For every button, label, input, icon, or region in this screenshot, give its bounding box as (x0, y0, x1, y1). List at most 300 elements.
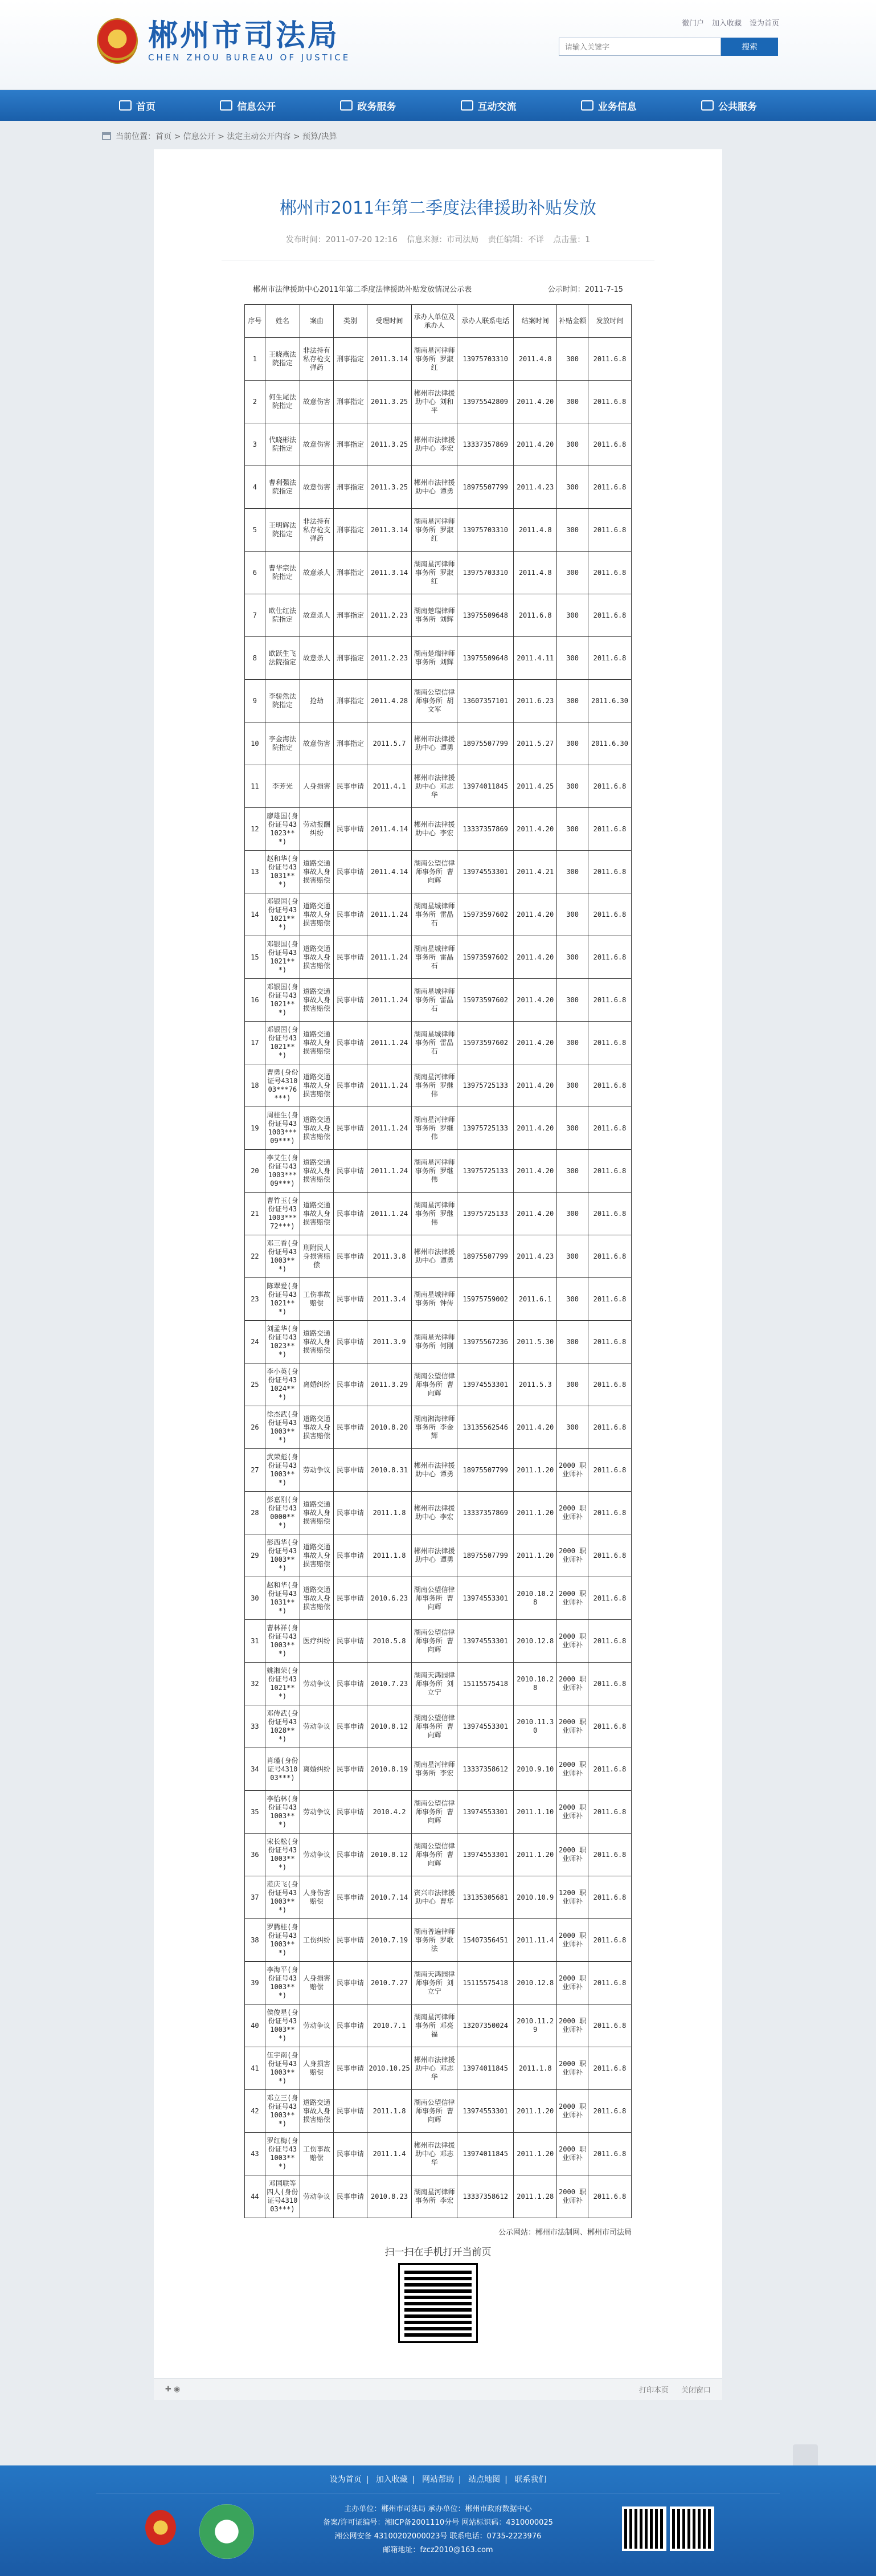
table-cell: 刘孟华(身份证号431023***) (265, 1321, 300, 1363)
table-cell: 2010.6.23 (367, 1577, 412, 1620)
table-cell: 道路交通事故人身损害赔偿 (300, 1534, 333, 1577)
table-cell: 道路交通事故人身损害赔偿 (300, 1150, 333, 1193)
table-cell: 曹林祥(身份证号431003***) (265, 1620, 300, 1663)
column-header: 结案时间 (514, 305, 557, 338)
table-cell: 劳动争议 (300, 2005, 333, 2047)
grid-icon (701, 100, 714, 111)
table-cell: 郴州市法律援助中心 李宏 (412, 1492, 457, 1534)
table-cell: 故意杀人 (300, 594, 333, 637)
table-cell: 2011.1.8 (367, 1534, 412, 1577)
table-cell: 15973597602 (457, 1022, 514, 1064)
table-cell: 2011.6.8 (514, 594, 557, 637)
table-cell: 2011.6.8 (588, 1022, 632, 1064)
article-toolbar (154, 2378, 722, 2400)
table-cell: 民事申请 (334, 2175, 367, 2218)
table-cell: 民事申请 (334, 1150, 367, 1193)
table-cell: 2011.6.8 (588, 1278, 632, 1321)
table-row (245, 2090, 632, 2133)
nav-info-public[interactable] (220, 99, 276, 113)
table-row (245, 1107, 632, 1150)
table-cell: 邓立三(身份证号431003***) (265, 2090, 300, 2133)
publish-date: 公示时间：2011-7-15 (547, 285, 623, 294)
table-cell: 徐杰武(身份证号431003***) (265, 1406, 300, 1449)
table-cell: 2011.4.1 (367, 765, 412, 808)
table-cell: 2011.1.20 (514, 1534, 557, 1577)
table-cell: 2000 职业师补 (557, 1919, 588, 1962)
table-cell: 2011.6.8 (588, 1663, 632, 1705)
table-cell: 13975725133 (457, 1193, 514, 1235)
table-cell: 侯俊星(身份证号431003***) (265, 2005, 300, 2047)
table-cell: 湖南星城律师事务所 雷晶石 (412, 1022, 457, 1064)
table-cell: 2011.1.10 (514, 1791, 557, 1834)
table-cell: 2011.6.8 (588, 2005, 632, 2047)
table-cell: 曹竹玉(身份证号431003***72***) (265, 1193, 300, 1235)
table-cell: 2011.1.24 (367, 1193, 412, 1235)
site-logo[interactable] (97, 18, 350, 64)
table-cell: 湖南星光律师事务所 何刚 (412, 1321, 457, 1363)
table-cell: 2011.6.8 (588, 1321, 632, 1363)
table-cell: 郴州市法律援助中心 李宏 (412, 808, 457, 851)
table-cell: 18975507799 (457, 1235, 514, 1278)
table-cell: 13 (245, 851, 265, 893)
table-row (245, 1235, 632, 1278)
table-cell: 道路交通事故人身损害赔偿 (300, 1193, 333, 1235)
nav-business[interactable] (581, 99, 637, 113)
table-cell: 郴州市法律援助中心 邓志华 (412, 2133, 457, 2175)
table-row (245, 1748, 632, 1791)
table-row (245, 1791, 632, 1834)
table-cell: 湖南星河律师事务所 罗淑红 (412, 338, 457, 381)
table-cell: 故意伤害 (300, 722, 333, 765)
table-cell: 2011.4.20 (514, 423, 557, 466)
table-cell: 2011.3.14 (367, 509, 412, 552)
table-cell: 300 (557, 1150, 588, 1193)
table-cell: 刑事指定 (334, 338, 367, 381)
site-footer (0, 2465, 876, 2576)
table-cell: 15407356451 (457, 1919, 514, 1962)
table-cell: 41 (245, 2047, 265, 2090)
nav-public-service[interactable] (701, 99, 757, 113)
table-cell: 郴州市法律援助中心 刘和平 (412, 381, 457, 423)
table-cell: 300 (557, 1107, 588, 1150)
print-button[interactable]: 打印本页 (638, 2386, 669, 2395)
table-cell: 13974553301 (457, 1620, 514, 1663)
table-cell: 2011.4.20 (514, 1107, 557, 1150)
table-cell: 2000 职业师补 (557, 1449, 588, 1492)
table-cell: 300 (557, 1321, 588, 1363)
table-cell: 2011.3.4 (367, 1278, 412, 1321)
table-cell: 邓传武(身份证号431028***) (265, 1705, 300, 1748)
gov-site-badge-icon[interactable] (199, 2504, 254, 2559)
table-cell: 15975759002 (457, 1278, 514, 1321)
table-cell: 16 (245, 979, 265, 1022)
article-title: 郴州市2011年第二季度法律援助补贴发放 (279, 198, 597, 218)
table-cell: 13135305681 (457, 1876, 514, 1919)
table-row (245, 1406, 632, 1449)
table-cell: 人身损害赔偿 (300, 2047, 333, 2090)
table-cell: 13974011845 (457, 2133, 514, 2175)
table-cell: 湖南星河律师事务所 罗淑红 (412, 552, 457, 594)
table-cell: 4 (245, 466, 265, 509)
table-cell: 湖南星河律师事务所 罗继伟 (412, 1064, 457, 1107)
table-cell: 民事申请 (334, 851, 367, 893)
table-cell: 2011.1.8 (367, 1492, 412, 1534)
table-cell: 湖南天鸿园律师事务所 刘立宁 (412, 1663, 457, 1705)
table-cell: 40 (245, 2005, 265, 2047)
table-cell: 2011.4.11 (514, 637, 557, 680)
table-cell: 湖南公望信律师事务所 曹向辉 (412, 1363, 457, 1406)
table-cell: 民事申请 (334, 1492, 367, 1534)
table-cell: 2011.3.29 (367, 1363, 412, 1406)
table-cell: 李艾生(身份证号431003***09***) (265, 1150, 300, 1193)
table-cell: 民事申请 (334, 1022, 367, 1064)
table-cell: 300 (557, 1235, 588, 1278)
table-cell: 2011.1.8 (514, 2047, 557, 2090)
table-cell: 刑事指定 (334, 722, 367, 765)
nav-label: 公共服务 (718, 101, 757, 113)
table-cell: 2011.6.1 (514, 1278, 557, 1321)
table-cell: 2011.3.25 (367, 466, 412, 509)
table-cell: 2010.8.19 (367, 1748, 412, 1791)
table-row (245, 722, 632, 765)
table-cell: 欧仕红法院指定 (265, 594, 300, 637)
nav-interaction[interactable] (461, 99, 517, 113)
table-cell: 27 (245, 1449, 265, 1492)
table-cell: 5 (245, 509, 265, 552)
table-cell: 邓银国(身份证号431021***) (265, 1022, 300, 1064)
table-cell: 2011.1.28 (514, 2175, 557, 2218)
table-cell: 13974553301 (457, 1791, 514, 1834)
table-cell: 2010.7.19 (367, 1919, 412, 1962)
table-cell: 2011.1.20 (514, 1492, 557, 1534)
table-cell: 湖南公望信律师事务所 曹向辉 (412, 851, 457, 893)
table-cell: 300 (557, 851, 588, 893)
table-cell: 故意杀人 (300, 637, 333, 680)
table-cell: 22 (245, 1235, 265, 1278)
search-button[interactable]: 搜索 (721, 38, 778, 56)
table-cell: 44 (245, 2175, 265, 2218)
table-cell: 民事申请 (334, 1919, 367, 1962)
table-cell: 2011.6.8 (588, 1150, 632, 1193)
share-icons[interactable]: ✚ ◉ (165, 2385, 181, 2394)
table-cell: 劳动争议 (300, 1663, 333, 1705)
main-nav (0, 90, 876, 121)
table-cell: 2011.4.14 (367, 851, 412, 893)
table-cell: 13975509648 (457, 637, 514, 680)
table-cell: 13975703310 (457, 509, 514, 552)
table-cell: 2011.4.20 (514, 979, 557, 1022)
table-cell: 工伤事故赔偿 (300, 1278, 333, 1321)
table-cell: 湖南公望信律师事务所 曹向辉 (412, 1834, 457, 1876)
table-cell: 2011.6.8 (588, 1235, 632, 1278)
footer-links: 设为首页 | 加入收藏 | 网站帮助 | 站点地图 | 联系我们 (329, 2475, 547, 2484)
table-cell: 湖南星城律师事务所 雷晶石 (412, 936, 457, 979)
table-cell: 民事申请 (334, 2090, 367, 2133)
table-cell: 13337358612 (457, 2175, 514, 2218)
table-cell: 2011.6.30 (588, 680, 632, 722)
top-link-favorite[interactable]: 加入收藏 (711, 19, 742, 28)
table-cell: 民事申请 (334, 1791, 367, 1834)
table-cell: 2000 职业师补 (557, 1534, 588, 1577)
nav-gov-service[interactable] (340, 99, 396, 113)
table-cell: 300 (557, 637, 588, 680)
table-cell: 民事申请 (334, 2047, 367, 2090)
nav-label: 业务信息 (597, 101, 637, 113)
table-cell: 湖南星河律师事务所 邓亮福 (412, 2005, 457, 2047)
table-cell: 2011.4.8 (514, 552, 557, 594)
publish-time: 发布时间：2011-07-20 12:16 (285, 235, 398, 244)
table-cell: 2000 职业师补 (557, 1962, 588, 2005)
table-cell: 2010.5.8 (367, 1620, 412, 1663)
table-cell: 2010.8.20 (367, 1406, 412, 1449)
footer-link[interactable]: 联系我们 (514, 2475, 547, 2484)
layers-icon (581, 100, 593, 111)
table-cell: 湖南公望信律师事务所 曹向辉 (412, 2090, 457, 2133)
table-cell: 2010.8.12 (367, 1705, 412, 1748)
table-cell: 2010.9.10 (514, 1748, 557, 1791)
table-cell: 工伤纠纷 (300, 1919, 333, 1962)
table-cell: 2011.1.24 (367, 979, 412, 1022)
table-cell: 李海平(身份证号431003***) (265, 1962, 300, 2005)
table-cell: 2000 职业师补 (557, 2133, 588, 2175)
table-row (245, 2133, 632, 2175)
table-cell: 民事申请 (334, 1577, 367, 1620)
table-cell: 13974553301 (457, 1705, 514, 1748)
table-cell: 故意伤害 (300, 423, 333, 466)
table-cell: 离婚纠纷 (300, 1748, 333, 1791)
table-cell: 20 (245, 1150, 265, 1193)
table-row (245, 381, 632, 423)
table-cell: 郴州市法律援助中心 谭勇 (412, 722, 457, 765)
table-cell: 民事申请 (334, 2005, 367, 2047)
table-cell: 7 (245, 594, 265, 637)
table-cell: 欧跃生飞 法院指定 (265, 637, 300, 680)
footer-link[interactable]: 网站帮助 (422, 2475, 454, 2484)
table-cell: 湖南公望信律师事务所 曹向辉 (412, 1791, 457, 1834)
table-cell: 2011.6.8 (588, 893, 632, 936)
table-cell: 2011.4.20 (514, 808, 557, 851)
table-cell: 10 (245, 722, 265, 765)
table-cell: 30 (245, 1577, 265, 1620)
party-emblem-icon[interactable] (145, 2510, 176, 2545)
search-input[interactable] (559, 38, 721, 56)
table-cell: 2011.4.28 (367, 680, 412, 722)
table-cell: 2000 职业师补 (557, 1577, 588, 1620)
footer-link[interactable]: 设为首页 (329, 2475, 362, 2484)
footer-link[interactable]: 站点地图 (468, 2475, 501, 2484)
table-cell: 劳动争议 (300, 1791, 333, 1834)
nav-label: 政务服务 (357, 101, 396, 113)
table-cell: 13975509648 (457, 594, 514, 637)
table-cell: 9 (245, 680, 265, 722)
table-cell: 11 (245, 765, 265, 808)
table-cell: 郴州市法律援助中心 李宏 (412, 423, 457, 466)
table-cell: 13975725133 (457, 1150, 514, 1193)
table-cell: 2011.6.8 (588, 2133, 632, 2175)
column-header: 受理时间 (367, 305, 412, 338)
table-row (245, 1064, 632, 1107)
table-cell: 2011.6.8 (588, 979, 632, 1022)
table-cell: 2010.11.30 (514, 1705, 557, 1748)
table-cell: 刑附民人身损害赔偿 (300, 1235, 333, 1278)
table-cell: 刑事指定 (334, 466, 367, 509)
table-cell: 2010.8.31 (367, 1449, 412, 1492)
national-emblem-icon (97, 18, 138, 64)
table-cell: 2011.3.25 (367, 423, 412, 466)
table-row (245, 979, 632, 1022)
table-cell: 2011.6.8 (588, 1492, 632, 1534)
table-row (245, 1620, 632, 1663)
table-cell: 300 (557, 765, 588, 808)
table-cell: 赵和华(身份证号431031***) (265, 1577, 300, 1620)
table-cell: 彭嘉刚(身份证号430000***) (265, 1492, 300, 1534)
top-link-homepage[interactable]: 设为首页 (749, 19, 779, 28)
column-header: 发放时间 (588, 305, 632, 338)
nav-home[interactable] (119, 99, 155, 113)
table-cell: 民事申请 (334, 1748, 367, 1791)
table-cell: 300 (557, 552, 588, 594)
table-cell: 2011.6.8 (588, 1919, 632, 1962)
site-header (0, 0, 876, 90)
table-cell: 18975507799 (457, 466, 514, 509)
table-cell: 廖雄国(身份证号431023***) (265, 808, 300, 851)
table-cell: 2011.6.8 (588, 2175, 632, 2218)
table-row (245, 1876, 632, 1919)
table-cell: 2 (245, 381, 265, 423)
home-icon (119, 100, 132, 111)
table-footer-note: 公示网站：郴州市法制网、郴州市司法局 (498, 2228, 632, 2237)
table-cell: 2011.3.9 (367, 1321, 412, 1363)
table-cell: 2011.6.23 (514, 680, 557, 722)
table-cell: 刑事指定 (334, 423, 367, 466)
table-row (245, 466, 632, 509)
column-header: 补贴金额 (557, 305, 588, 338)
table-cell: 32 (245, 1663, 265, 1705)
table-cell: 肖瑾(身份证号431003***) (265, 1748, 300, 1791)
table-cell: 2011.4.20 (514, 936, 557, 979)
table-cell: 300 (557, 936, 588, 979)
table-cell: 300 (557, 594, 588, 637)
footer-link[interactable]: 加入收藏 (375, 2475, 408, 2484)
table-cell: 姚湘荣(身份证号431021***) (265, 1663, 300, 1705)
table-cell: 湖南公望信律师事务所 曹向辉 (412, 1620, 457, 1663)
table-cell: 王晓燕法院指定 (265, 338, 300, 381)
table-cell: 2011.2.23 (367, 637, 412, 680)
table-cell: 湖南星河律师事务所 罗继伟 (412, 1150, 457, 1193)
chat-icon (461, 100, 473, 111)
table-cell: 13975725133 (457, 1107, 514, 1150)
article-panel (154, 149, 722, 2390)
table-cell: 劳动争议 (300, 1834, 333, 1876)
table-cell: 2011.6.8 (588, 936, 632, 979)
table-cell: 2011.4.20 (514, 1406, 557, 1449)
table-cell: 2011.6.8 (588, 637, 632, 680)
table-cell: 19 (245, 1107, 265, 1150)
table-cell: 民事申请 (334, 1107, 367, 1150)
table-cell: 2011.6.8 (588, 466, 632, 509)
close-button[interactable]: 关闭窗口 (681, 2386, 711, 2395)
table-cell: 邓国联等四人(身份证号431003***) (265, 2175, 300, 2218)
table-cell: 13974553301 (457, 1363, 514, 1406)
table-cell: 劳动争议 (300, 2175, 333, 2218)
table-cell: 2011.1.24 (367, 1107, 412, 1150)
table-cell: 2011.6.8 (588, 1791, 632, 1834)
table-row (245, 765, 632, 808)
footer-license: 备案/许可证编号：湘ICP备2001110分号 网站标识码：4310000025 (323, 2518, 553, 2527)
table-row (245, 1919, 632, 1962)
search-bar (559, 38, 778, 56)
table-cell: 李芳光 (265, 765, 300, 808)
table-cell: 李小英(身份证号431024***) (265, 1363, 300, 1406)
table-cell: 湖南星城律师事务所 雷晶石 (412, 893, 457, 936)
table-cell: 29 (245, 1534, 265, 1577)
table-cell: 2011.6.8 (588, 765, 632, 808)
table-cell: 13974553301 (457, 2090, 514, 2133)
table-cell: 2000 职业师补 (557, 1492, 588, 1534)
table-cell: 2010.12.8 (514, 1962, 557, 2005)
table-cell: 抢劫 (300, 680, 333, 722)
table-cell: 2011.1.24 (367, 1064, 412, 1107)
table-cell: 300 (557, 893, 588, 936)
table-cell: 道路交通事故人身损害赔偿 (300, 893, 333, 936)
table-cell: 道路交通事故人身损害赔偿 (300, 1022, 333, 1064)
table-row (245, 1022, 632, 1064)
subsidy-table (244, 304, 632, 2218)
table-cell: 罗红梅(身份证号431003***) (265, 2133, 300, 2175)
table-cell: 2011.6.8 (588, 1962, 632, 2005)
table-cell: 13974553301 (457, 1834, 514, 1876)
column-header: 序号 (245, 305, 265, 338)
table-cell: 王明辉法院指定 (265, 509, 300, 552)
table-cell: 2010.7.23 (367, 1663, 412, 1705)
table-cell: 2011.4.23 (514, 1235, 557, 1278)
table-cell: 湖南普遍律师事务所 罗歌法 (412, 1919, 457, 1962)
breadcrumb (96, 121, 780, 152)
table-cell: 300 (557, 1406, 588, 1449)
top-link-weiportal[interactable]: 微门户 (681, 19, 704, 28)
table-row (245, 2175, 632, 2218)
table-cell: 陈翠爱(身份证号431021***) (265, 1278, 300, 1321)
table-cell: 民事申请 (334, 979, 367, 1022)
table-cell: 13975542809 (457, 381, 514, 423)
table-cell: 2010.4.2 (367, 1791, 412, 1834)
table-cell: 13337357869 (457, 808, 514, 851)
table-cell: 15973597602 (457, 936, 514, 979)
table-row (245, 936, 632, 979)
table-cell: 民事申请 (334, 1406, 367, 1449)
table-cell: 300 (557, 381, 588, 423)
table-cell: 湖南星河律师事务所 罗淑红 (412, 509, 457, 552)
table-cell: 民事申请 (334, 1235, 367, 1278)
column-header: 类别 (334, 305, 367, 338)
table-cell: 2011.4.20 (514, 381, 557, 423)
table-cell: 民事申请 (334, 893, 367, 936)
table-cell: 湖南公望信律师事务所 曹向辉 (412, 1705, 457, 1748)
table-cell: 13607357101 (457, 680, 514, 722)
table-cell: 劳动争议 (300, 1705, 333, 1748)
top-links (682, 17, 779, 28)
table-cell: 2011.6.8 (588, 423, 632, 466)
table-cell: 2011.6.8 (588, 1193, 632, 1235)
table-cell: 郴州市法律援助中心 谭勇 (412, 1449, 457, 1492)
table-cell: 2011.5.30 (514, 1321, 557, 1363)
table-cell: 工伤事故赔偿 (300, 2133, 333, 2175)
footer-police-record: 湘公网安备 43100202000023号 联系电话：0735-2223976 (334, 2532, 542, 2541)
table-cell: 民事申请 (334, 1876, 367, 1919)
table-cell: 离婚纠纷 (300, 1363, 333, 1406)
table-cell: 34 (245, 1748, 265, 1791)
breadcrumb-text[interactable]: 当前位置：首页 > 信息公开 > 法定主动公开内容 > 预算/决算 (116, 132, 337, 141)
